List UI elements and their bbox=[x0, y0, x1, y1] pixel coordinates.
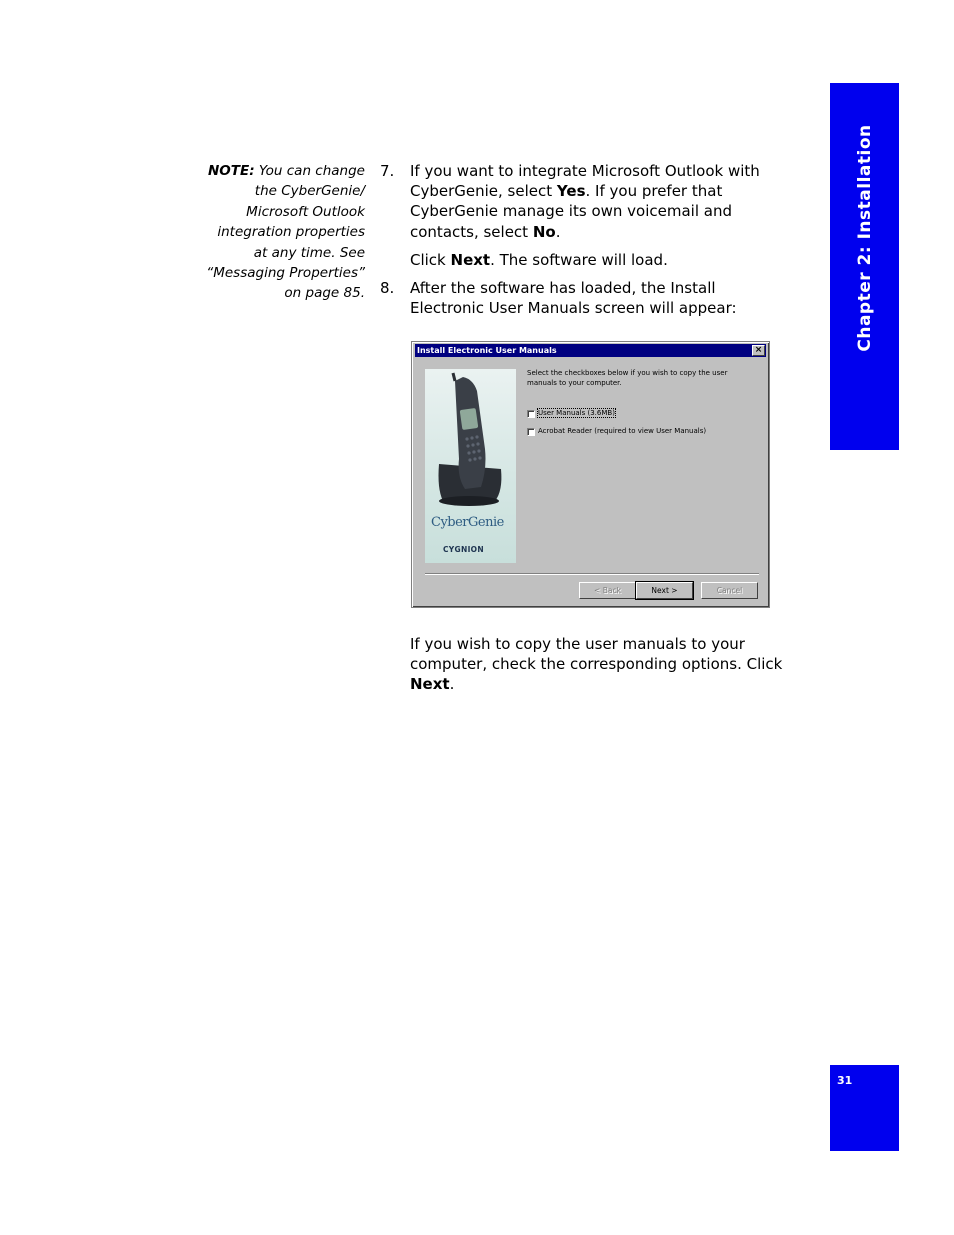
note-line: integration properties bbox=[217, 224, 365, 241]
chapter-title: Chapter 2: Installation bbox=[854, 123, 875, 352]
dialog-instructions: Select the checkboxes below if you wish to copy the user manuals to your computer. bbox=[527, 369, 728, 387]
click-next-paragraph: Click Next. The software will load. bbox=[410, 250, 668, 269]
step-text: CyberGenie, select Yes. If you prefer that bbox=[410, 182, 723, 201]
page-number-tab bbox=[830, 1065, 899, 1151]
step-text: If you want to integrate Microsoft Outlook with bbox=[410, 162, 760, 180]
note-line: on page 85. bbox=[284, 285, 365, 302]
note-line: the CyberGenie/ bbox=[254, 183, 365, 200]
side-note bbox=[180, 161, 365, 304]
next-button[interactable]: Next > bbox=[636, 582, 693, 599]
note-line: at any time. See bbox=[253, 244, 365, 261]
step-text: After the software has loaded, the Install bbox=[410, 279, 716, 298]
phone-icon bbox=[425, 369, 516, 563]
acrobat-reader-label: Acrobat Reader (required to view User Manuals) bbox=[538, 427, 707, 435]
cancel-button[interactable]: Cancel bbox=[701, 582, 758, 599]
note-line: NOTE: You can change bbox=[207, 163, 365, 179]
install-manuals-dialog bbox=[411, 341, 770, 608]
back-button[interactable]: < Back bbox=[579, 582, 636, 599]
note-line: Microsoft Outlook bbox=[246, 203, 365, 220]
after-dialog-paragraph: If you wish to copy the user manuals to your computer, check the corresponding options. Click Next. bbox=[410, 635, 783, 694]
page-number: 31 bbox=[837, 1074, 853, 1087]
close-icon[interactable]: × bbox=[752, 345, 765, 356]
user-manuals-checkbox-row[interactable] bbox=[527, 409, 615, 419]
after-dialog-content bbox=[380, 634, 810, 695]
step-number: 8. bbox=[380, 279, 395, 298]
main-content bbox=[380, 161, 810, 318]
step-text: Electronic User Manuals screen will appear: bbox=[410, 299, 737, 318]
note-line: “Messaging Properties” bbox=[206, 265, 365, 282]
note-label: NOTE: bbox=[207, 163, 255, 179]
step-number: 7. bbox=[380, 162, 395, 180]
user-manuals-label: User Manuals (3.6MB) bbox=[538, 409, 615, 417]
step-8 bbox=[380, 278, 810, 318]
step-text: contacts, select No. bbox=[410, 222, 561, 241]
step-7 bbox=[380, 161, 810, 242]
chapter-tab bbox=[830, 83, 899, 450]
cygnion-logo: CYGNION bbox=[443, 545, 484, 554]
cybergenie-logo: CyberGenie bbox=[431, 515, 504, 530]
dialog-title: Install Electronic User Manuals bbox=[417, 346, 557, 355]
dialog-separator bbox=[425, 573, 759, 575]
step-text: CyberGenie manage its own voicemail and bbox=[410, 202, 732, 221]
acrobat-reader-checkbox[interactable] bbox=[527, 428, 535, 436]
user-manuals-checkbox[interactable] bbox=[527, 410, 535, 418]
dialog-titlebar bbox=[415, 344, 766, 357]
cybergenie-phone-image bbox=[425, 369, 516, 563]
acrobat-reader-checkbox-row[interactable] bbox=[527, 427, 706, 437]
